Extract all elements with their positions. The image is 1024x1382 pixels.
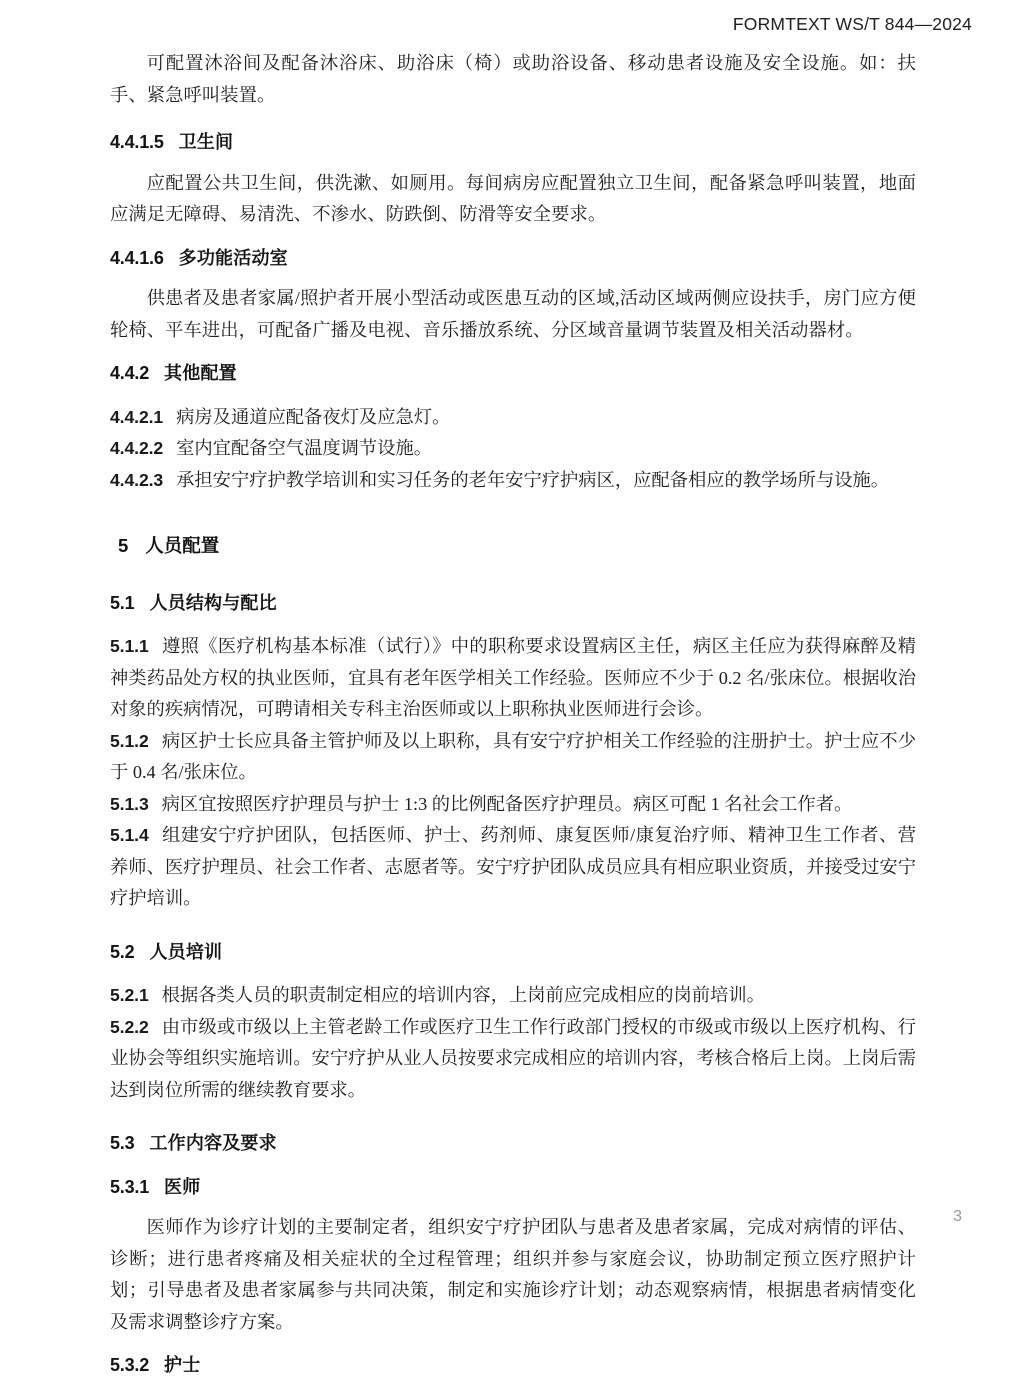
- heading-5-2: [110, 937, 916, 969]
- section-heading-wrap: [110, 530, 916, 562]
- spacer: [110, 619, 916, 631]
- clause-number: 5.1.1: [110, 636, 149, 656]
- clause-4-4-2-1: [110, 402, 916, 434]
- spacer: [110, 159, 916, 168]
- clause-5-1-4: [110, 820, 916, 915]
- heading-title: 多功能活动室: [178, 247, 288, 268]
- clause-text: 根据各类人员的职责制定相应的培训内容，上岗前应完成相应的岗前培训。: [161, 985, 765, 1005]
- heading-number: 5.2: [110, 941, 135, 962]
- paragraph: 可配置沐浴间及配备沐浴床、助浴床（椅）或助浴设备、移动患者设施及安全设施。如：扶手、紧急呼叫装置。: [110, 53, 916, 105]
- spacer: [110, 1203, 916, 1212]
- spacer: [110, 968, 916, 980]
- spacer: [110, 231, 916, 243]
- heading-title: 人员培训: [149, 941, 223, 962]
- heading-title: 卫生间: [178, 132, 234, 152]
- heading-5: [118, 530, 916, 562]
- document-body: [110, 48, 916, 1382]
- heading-number: 4.4.1.6: [110, 247, 164, 268]
- clause-text: 承担安宁疗护教学培训和实习任务的老年安宁疗护病区，应配备相应的教学场所与设施。: [176, 469, 890, 490]
- clause-5-1-3: [110, 789, 916, 821]
- clause-5-1-1: [110, 631, 916, 726]
- page-number: 3: [953, 1208, 962, 1225]
- clause-number: 4.4.2.3: [110, 469, 164, 490]
- clause-text: 病房及通道应配备夜灯及应急灯。: [176, 406, 451, 427]
- heading-number: 5.3: [110, 1133, 135, 1153]
- clause-5-1-2: [110, 726, 916, 789]
- heading-4-4-1-6: [110, 243, 916, 275]
- heading-number: 4.4.1.5: [110, 132, 164, 152]
- spacer: [110, 496, 916, 530]
- paragraph: 供患者及患者家属/照护者开展小型活动或医患互动的区域,活动区域两侧应设扶手，房门应方便轮椅、平车进出，可配备广播及电视、音乐播放系统、分区域音量调节装置及相关活动器材。: [110, 288, 916, 340]
- heading-title: 其他配置: [164, 363, 237, 383]
- heading-number: 5: [118, 535, 129, 556]
- clause-number: 5.2.1: [110, 985, 149, 1005]
- spacer: [110, 111, 916, 127]
- heading-4-4-2: [110, 358, 916, 390]
- heading-title: 护士: [164, 1355, 201, 1375]
- clause-text: 由市级或市级以上主管老龄工作或医疗卫生工作行政部门授权的市级或市级以上医疗机构、行业协会等组织实施培训。安宁疗护从业人员按要求完成相应的培训内容，考核合格后上岗。上岗后需达到岗位所需的继续教育要求。: [110, 1016, 916, 1100]
- clause-text: 室内宜配备空气温度调节设施。: [176, 438, 433, 458]
- clause-text: 组建安宁疗护团队，包括医师、护士、药剂师、康复医师/康复治疗师、精神卫生工作者、营养师、医疗护理员、社会工作者、志愿者等。安宁疗护团队成员应具有相应职业资质，并接受过安宁疗护培训。: [110, 825, 916, 908]
- running-header: FORMTEXT WS/T 844—2024: [732, 14, 972, 34]
- clause-number: 5.2.2: [110, 1016, 149, 1037]
- heading-number: 5.3.2: [110, 1355, 150, 1375]
- spacer: [110, 390, 916, 402]
- clause-number: 4.4.2.2: [110, 438, 164, 458]
- clause-5-2-2: [110, 1012, 916, 1107]
- clause-number: 5.1.4: [110, 825, 149, 845]
- clause-4-4-2-3: [110, 465, 916, 497]
- heading-5-1: [110, 588, 916, 620]
- heading-title: 人员配置: [145, 535, 220, 556]
- clause-text: 遵照《医疗机构基本标准（试行）》中的职称要求设置病区主任，病区主任应为获得麻醉及精神类药品处方权的执业医师，宜具有老年医学相关工作经验。医师应不少于 0.2 名/张床位。根据收治对象的疾病情况，可聘请相关专科主治医师或以上职称执业医师进行会诊。: [110, 636, 916, 719]
- spacer: [110, 1160, 916, 1172]
- clause-4-4-2-2: [110, 433, 916, 465]
- heading-5-3-2: [110, 1350, 916, 1382]
- paragraph: 应配置公共卫生间，供洗漱、如厕用。每间病房应配置独立卫生间，配备紧急呼叫装置，地面应满足无障碍、易清洗、不渗水、防跌倒、防滑等安全要求。: [110, 172, 916, 224]
- clause-number: 5.1.2: [110, 730, 149, 751]
- heading-5-3-1: [110, 1172, 916, 1204]
- heading-title: 工作内容及要求: [149, 1133, 277, 1153]
- heading-number: 5.3.1: [110, 1176, 150, 1197]
- heading-4-4-1-5: [110, 127, 916, 159]
- clause-number: 5.1.3: [110, 793, 149, 814]
- heading-title: 医师: [164, 1176, 201, 1197]
- clause-text: 病区护士长应具备主管护师及以上职称，具有安宁疗护相关工作经验的注册护士。护士应不少于 0.4 名/张床位。: [110, 730, 916, 782]
- heading-number: 5.1: [110, 592, 135, 613]
- spacer: [110, 274, 916, 283]
- heading-5-3: [110, 1128, 916, 1160]
- heading-number: 4.4.2: [110, 363, 150, 383]
- clause-text: 病区宜按照医疗护理员与护士 1:3 的比例配备医疗护理员。病区可配 1 名社会工作者。: [161, 793, 853, 814]
- spacer: [110, 346, 916, 358]
- spacer: [110, 1106, 916, 1128]
- clause-number: 4.4.2.1: [110, 406, 164, 427]
- spacer: [110, 1338, 916, 1350]
- clause-5-2-1: [110, 980, 916, 1012]
- spacer: [110, 562, 916, 588]
- heading-title: 人员结构与配比: [149, 592, 277, 613]
- spacer: [110, 915, 916, 937]
- paragraph: 医师作为诊疗计划的主要制定者，组织安宁疗护团队与患者及患者家属，完成对病情的评估、诊断；进行患者疼痛及相关症状的全过程管理；组织并参与家庭会议，协助制定预立医疗照护计划；引导患者及患者家属参与共同决策，制定和实施诊疗计划；动态观察病情，根据患者病情变化及需求调整诊疗方案。: [110, 1217, 916, 1332]
